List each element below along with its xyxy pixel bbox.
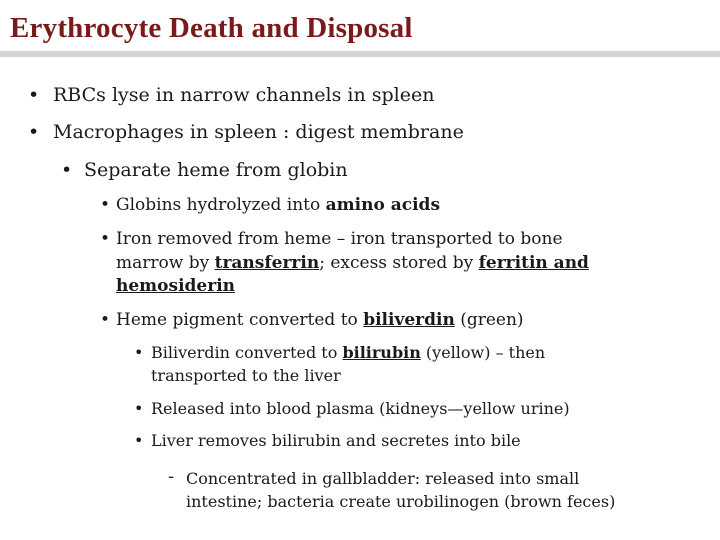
bullet-icon: • <box>28 84 40 106</box>
emphasis-text: bilirubin <box>342 343 421 362</box>
bullet-icon: • <box>134 399 144 418</box>
dash-bullet-icon: - <box>168 466 175 487</box>
title-divider <box>0 51 720 57</box>
bullet-text-continuation <box>116 276 235 296</box>
bullet-text: Separate heme from globin <box>84 159 348 181</box>
bullet-text: Liver removes bilirubin and secretes into bile <box>151 431 521 450</box>
dash-text: Concentrated in gallbladder: released into small <box>186 469 580 488</box>
bullet-icon: • <box>134 343 144 362</box>
emphasis-text: amino acids <box>325 195 441 215</box>
bullet-text: Heme pigment converted to biliverdin (green) <box>116 310 524 330</box>
emphasis-text: hemosiderin <box>116 276 236 296</box>
dash-text-continuation: intestine; bacteria create urobilinogen (brown feces) <box>186 492 616 511</box>
bullet-icon: • <box>134 431 144 450</box>
page-title: Erythrocyte Death and Disposal <box>10 12 413 44</box>
bullet-text: Biliverdin converted to bilirubin (yellow) – then <box>151 343 546 362</box>
bullet-text-continuation: transported to the liver <box>151 366 341 385</box>
bullet-text: Released into blood plasma (kidneys—yellow urine) <box>151 399 570 418</box>
bullet-icon: • <box>28 121 40 143</box>
emphasis-text: ferritin and <box>478 253 589 273</box>
bullet-text: Iron removed from heme – iron transported to bone <box>116 229 563 249</box>
bullet-text: RBCs lyse in narrow channels in spleen <box>53 84 435 106</box>
bullet-text: Globins hydrolyzed into amino acids <box>116 195 441 215</box>
bullet-icon: • <box>100 229 111 249</box>
bullet-icon: • <box>100 195 111 215</box>
bullet-text: Macrophages in spleen : digest membrane <box>53 121 464 143</box>
bullet-icon: • <box>100 310 111 330</box>
bullet-text-continuation: marrow by transferrin; excess stored by ferritin and <box>116 253 589 273</box>
emphasis-text: biliverdin <box>363 310 455 330</box>
emphasis-text: transferrin <box>214 253 320 273</box>
bullet-icon: • <box>61 159 73 181</box>
